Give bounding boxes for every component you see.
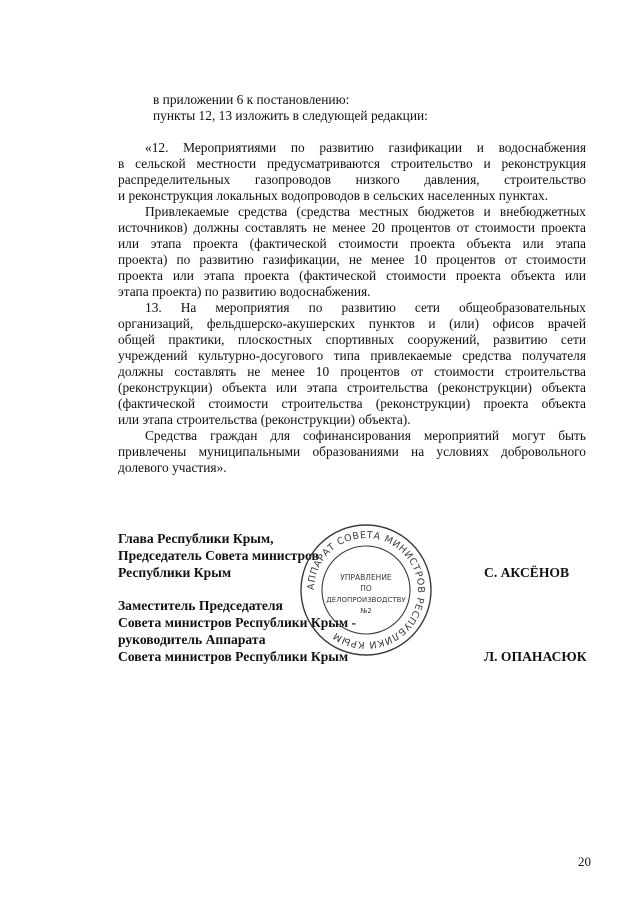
p13-line: (реконструкции) объекта или этапа строительства (реконструкции) объекта — [118, 380, 586, 395]
signature-2-line-3: руководитель Аппарата — [118, 632, 266, 647]
p13-line: 13. На мероприятия по развитию сети общеобразовательных — [145, 300, 586, 315]
stamp-ring-text: АППАРАТ СОВЕТА МИНИСТРОВ РЕСПУБЛИКИ КРЫМ — [305, 529, 427, 651]
p12b-line: или этапа проекта (фактической стоимости проекта объекта или этапа — [118, 236, 586, 251]
p13b-line: привлечены муниципальными образованиями на условиях добровольного — [118, 444, 586, 459]
stamp-center-line-2: ПО — [360, 584, 372, 593]
signature-1-line-2: Председатель Совета министров — [118, 548, 319, 563]
p12-line: «12. Мероприятиями по развитию газификации и водоснабжения — [145, 140, 586, 155]
p13-line: или этапа строительства (реконструкции) объекта). — [118, 412, 411, 427]
p13b-line: долевого участия». — [118, 460, 227, 475]
p13-line: общей практики, плоскостных спортивных сооружений, развитию сети — [118, 332, 586, 347]
signatory-name-2: Л. ОПАНАСЮК — [484, 649, 587, 664]
signature-1-line-1: Глава Республики Крым, — [118, 531, 274, 546]
signature-1-line-3: Республики Крым — [118, 565, 232, 580]
signature-2-line-2: Совета министров Республики Крым - — [118, 615, 357, 630]
stamp-center-line-1: УПРАВЛЕНИЕ — [340, 573, 392, 582]
signature-2-line-1: Заместитель Председателя — [118, 598, 283, 613]
p13b-line: Средства граждан для софинансирования мероприятий могут быть — [145, 428, 586, 443]
p12b-line: Привлекаемые средства (средства местных бюджетов и внебюджетных — [145, 204, 586, 219]
intro-line-1: в приложении 6 к постановлению: — [153, 92, 350, 107]
signature-2-line-4: Совета министров Республики Крым — [118, 649, 349, 664]
intro-line-2: пункты 12, 13 изложить в следующей редакции: — [153, 108, 428, 123]
p13-line: (фактической стоимости строительства (реконструкции) проекта объекта — [118, 396, 586, 411]
p12-line: распределительных газопроводов низкого давления, строительство — [118, 172, 586, 187]
page-number: 20 — [578, 854, 591, 869]
p12b-line: проекта) по развитию газификации, не менее 10 процентов от стоимости — [118, 252, 586, 267]
p13-line: должны составлять не менее 10 процентов от стоимости строительства — [118, 364, 586, 379]
p12b-line: этапа проекта) по развитию водоснабжения. — [118, 284, 371, 299]
p12b-line: проекта или этапа проекта (фактической стоимости проекта объекта или — [118, 268, 586, 283]
p12-line: и реконструкция локальных водопроводов в сельских населенных пунктах. — [118, 188, 549, 203]
p12-line: в сельской местности предусматриваются строительство и реконструкция — [118, 156, 586, 171]
stamp-center-line-3: ДЕЛОПРОИЗВОДСТВУ — [326, 596, 406, 604]
stamp-center-line-4: №2 — [360, 607, 372, 615]
p12b-line: источников) должны составлять не менее 20 процентов от стоимости проекта — [118, 220, 586, 235]
paragraph-12 — [118, 140, 586, 476]
p13-line: учреждений культурно-досугового типа привлекаемые средства получателя — [118, 348, 586, 363]
signatory-name-1: С. АКСЁНОВ — [484, 565, 570, 580]
official-stamp — [298, 522, 434, 658]
p13-line: организаций, фельдшерско-акушерских пунктов и (или) офисов врачей — [118, 316, 586, 331]
